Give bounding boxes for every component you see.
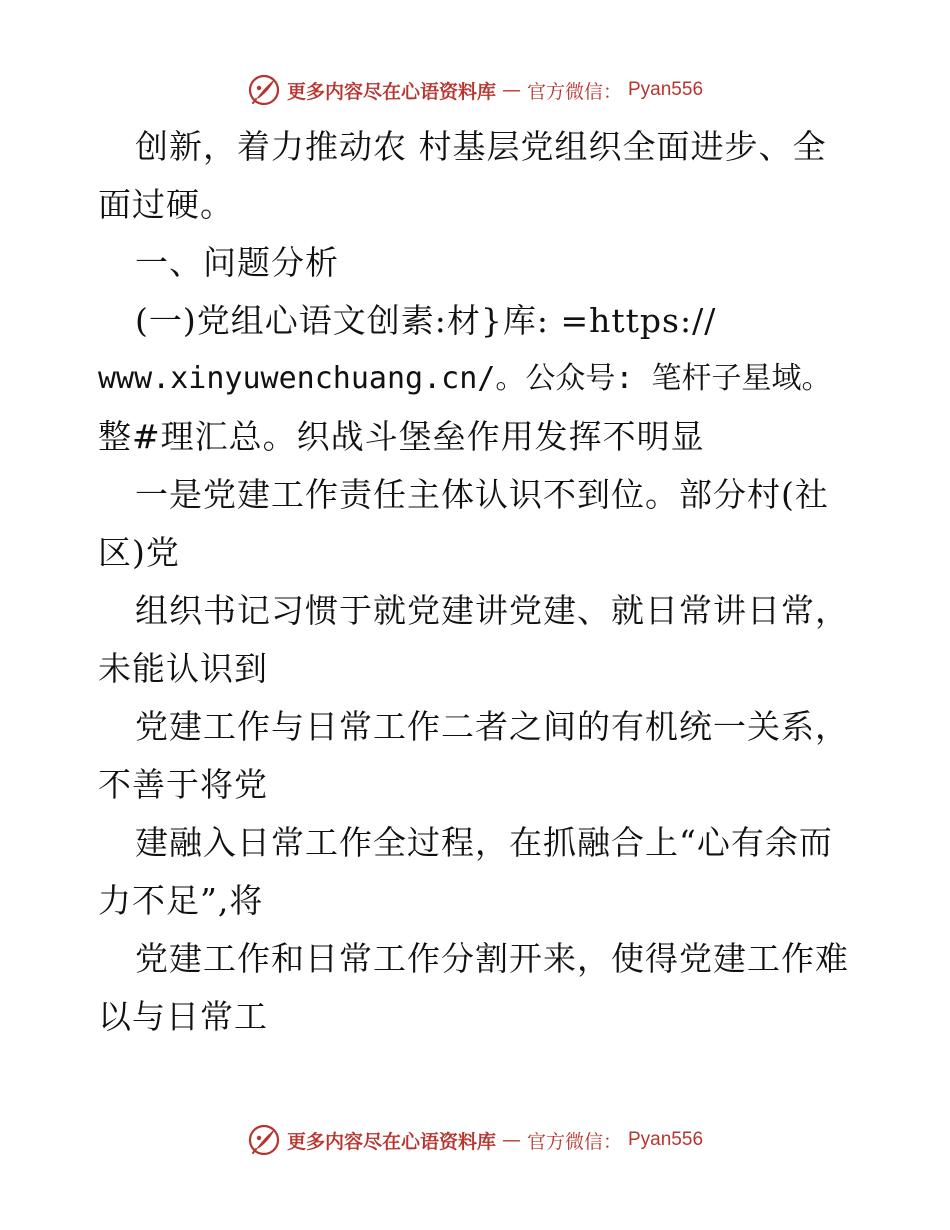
section-heading: 一、问题分析 [135, 243, 339, 282]
header-wechat-id: Pyan556 [628, 79, 704, 100]
paragraph-line: 党建工作和日常工作分割开来，使得党建工作难 [135, 939, 849, 978]
paragraph-line: 未能认识到 [98, 649, 268, 688]
header-wechat-label: 官方微信： [526, 80, 622, 103]
paragraph-line: 党建工作与日常工作二者之间的有机统一关系， [135, 707, 849, 746]
paragraph-line: www.xinyuwenchuang.cn/。公众号: 笔杆子星域。 [98, 361, 832, 396]
quill-pen-logo-icon [247, 1123, 281, 1157]
footer-wechat-id: Pyan556 [628, 1129, 704, 1150]
paragraph-line: 区)党 [98, 533, 180, 572]
document-body [98, 118, 850, 1046]
paragraph-line: 一是党建工作责任主体认识不到位。部分村(社 [135, 475, 829, 514]
paragraph-line: 整#理汇总。织战斗堡垒作用发挥不明显 [98, 417, 705, 456]
paragraph-line: 建融入日常工作全过程，在抓融合上“心有余而 [135, 823, 833, 862]
header-banner [0, 70, 950, 110]
paragraph-line: 创新，着力推动农 村基层党组织全面进步、全 [135, 127, 827, 166]
paragraph-line: 以与日常工 [98, 997, 268, 1036]
paragraph-line: 不善于将党 [98, 765, 268, 804]
header-brand-text: 更多内容尽在心语资料库 [286, 80, 496, 103]
paragraph-line: 力不足”,将 [98, 881, 264, 920]
header-separator: — [501, 79, 521, 101]
paragraph-line: 组织书记习惯于就党建讲党建、就日常讲日常， [135, 591, 849, 630]
subsection-heading: (一)党组心语文创素:材}库: =https:// [135, 301, 717, 340]
footer-banner [0, 1120, 950, 1160]
paragraph-line: 面过硬。 [98, 185, 234, 224]
footer-separator: — [501, 1129, 521, 1151]
footer-brand-text: 更多内容尽在心语资料库 [286, 1130, 496, 1153]
quill-pen-logo-icon [247, 73, 281, 107]
footer-wechat-label: 官方微信： [526, 1130, 622, 1153]
